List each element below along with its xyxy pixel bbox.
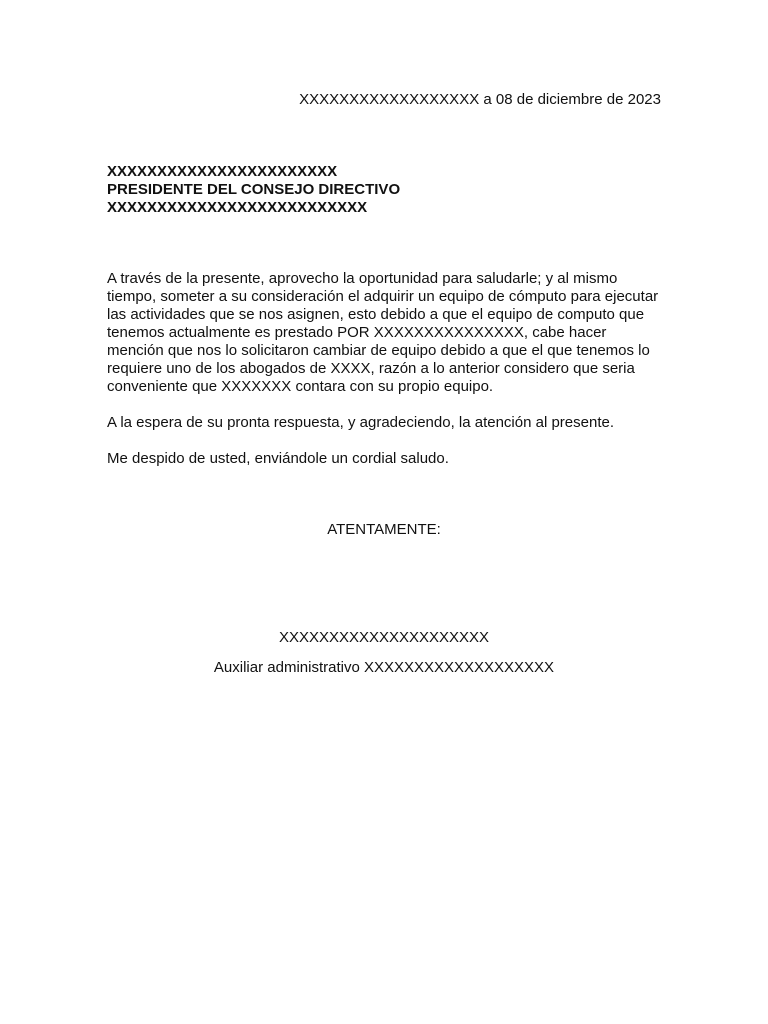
signer-name: XXXXXXXXXXXXXXXXXXXXX <box>278 629 490 646</box>
body-line: tenemos actualmente es prestado POR XXXXXXXXXXXXXXX, cabe hacer <box>107 324 607 341</box>
body-line: A través de la presente, aprovecho la oportunidad para saludarle; y al mismo <box>107 270 618 287</box>
body-paragraph <box>107 270 667 396</box>
date-line: XXXXXXXXXXXXXXXXXX a 08 de diciembre de 2023 <box>299 91 661 108</box>
body-line: conveniente que XXXXXXX contara con su propio equipo. <box>107 378 494 395</box>
body-line: mención que nos lo solicitaron cambiar de equipo debido a que el que tenemos lo <box>107 342 650 359</box>
signer-title: Auxiliar administrativo XXXXXXXXXXXXXXXXXXX <box>213 659 555 676</box>
recipient-block <box>107 163 400 217</box>
closing-salutation: ATENTAMENTE: <box>327 521 441 538</box>
recipient-title: PRESIDENTE DEL CONSEJO DIRECTIVO <box>107 181 401 198</box>
body-line: requiere uno de los abogados de XXXX, razón a lo anterior considero que seria <box>107 360 635 377</box>
body-line: tiempo, someter a su consideración el adquirir un equipo de cómputo para ejecutar <box>107 288 659 305</box>
farewell-paragraph: Me despido de usted, enviándole un cordial saludo. <box>107 450 449 467</box>
waiting-response-paragraph: A la espera de su pronta respuesta, y agradeciendo, la atención al presente. <box>107 414 615 431</box>
recipient-line-3: XXXXXXXXXXXXXXXXXXXXXXXXXX <box>107 199 368 216</box>
recipient-line-1: XXXXXXXXXXXXXXXXXXXXXXX <box>107 163 338 180</box>
body-line: las actividades que se nos asignen, esto debido a que el equipo de computo que <box>107 306 645 323</box>
